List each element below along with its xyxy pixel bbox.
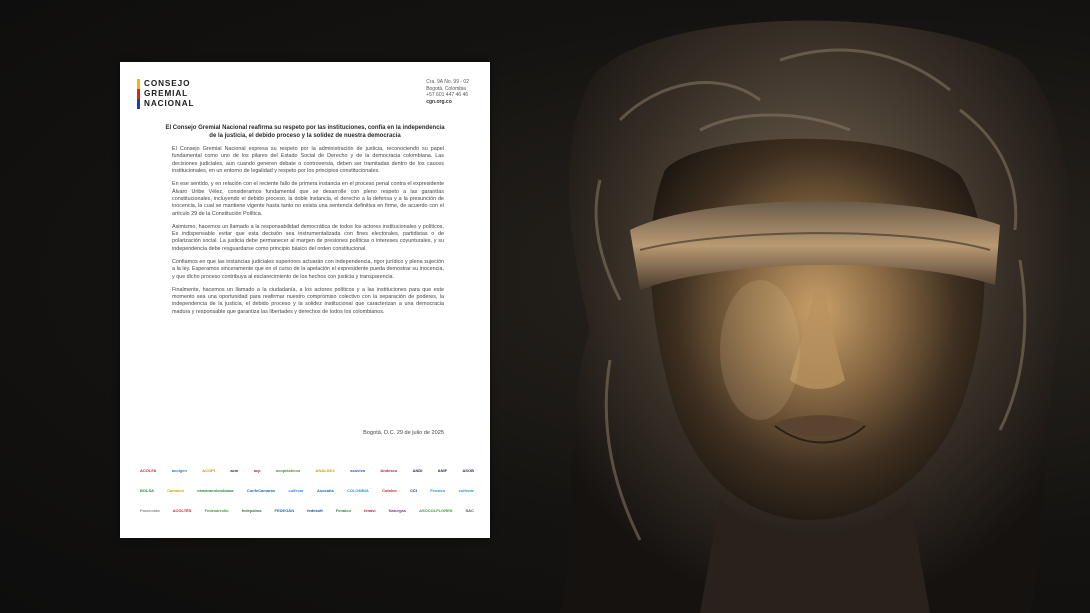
sponsor-logo: FEDEGÁN: [274, 507, 295, 513]
sponsor-logo: ACOLTÉS: [172, 507, 192, 513]
logo-line: NACIONAL: [144, 99, 195, 108]
sponsor-logo: ConfeCámaras: [246, 487, 276, 493]
sponsor-logo: ANALDEX: [315, 467, 335, 473]
address-block: [426, 79, 469, 105]
logo-line: CONSEJO: [144, 79, 191, 88]
press-release-document: [120, 62, 490, 538]
sponsor-logo: ASOB: [462, 467, 474, 473]
document-body: [172, 146, 444, 322]
logo-color-bar: [137, 79, 140, 109]
paragraph: Confiamos en que las instancias judiciales superiores actuarán con independencia, rigor jurídico y plena sujeción a la ley. Esperamos sinceramente que en el curso de la apelación el expresidente pueda demostrar su inocencia, y que dicho proceso contribuya al esclarecimiento de los hechos con justicia y transparencia.: [172, 258, 444, 280]
logo-line: GREMIAL: [144, 89, 189, 98]
sponsor-logo: acoplásticos: [275, 467, 301, 473]
sponsor-logo: ANDI: [412, 467, 423, 473]
dateline: Bogotá, D.C. 29 de julio de 2025: [363, 430, 444, 436]
sponsor-logo-row: [140, 500, 474, 520]
sponsor-logo: Andesco: [380, 467, 398, 473]
sponsor-logo: fedesoft: [307, 507, 323, 513]
sponsor-logo: Fedesarrollo: [204, 507, 229, 513]
document-title: El Consejo Gremial Nacional reafirma su respeto por las instituciones, confía en la independencia de la justicia, el debido proceso y la solidez de nuestra democracia: [165, 125, 445, 139]
sponsor-logo: COLOMBIA: [346, 487, 369, 493]
sponsor-logo: ASOCOLFLORES: [419, 507, 453, 513]
sponsor-logo: acm: [230, 467, 239, 473]
sponsor-logo-row: [140, 480, 474, 500]
sponsor-logo: Fasecolda: [140, 507, 160, 513]
cgn-logo: [137, 79, 194, 109]
sponsor-logo: Asocaña: [317, 487, 334, 493]
logo-text: [144, 79, 194, 109]
sponsor-logo: fedepalma: [241, 507, 262, 513]
sponsor-logo: Cotelco: [382, 487, 397, 493]
paragraph: Finalmente, hacemos un llamado a la ciudadanía, a los actores políticos y a las instituciones para que este momento sea una oportunidad para reafirmar nuestro compromiso colectivo con la separación de poderes, la independencia de la justicia, el debido proceso y la solidez institucional que caracterizan a una democracia madura y responsable que garantiza las libertades y derechos de todos los colombianos.: [172, 286, 444, 315]
sponsor-logo: acp: [253, 467, 261, 473]
sponsor-logo: Fenalco: [335, 507, 351, 513]
sponsor-logo: Naturgas: [388, 507, 406, 513]
sponsor-logo: acolgen: [171, 467, 187, 473]
address-line: Bogotá, Colombia: [426, 85, 466, 92]
paragraph: En ese sentido, y en relación con el reciente fallo de primera instancia en el proceso penal contra el expresidente Álvaro Uribe Vélez, consideramos fundamental que se desarrolle con pleno respeto a las garantías constitucionales, incluyendo el debido proceso, la doble instancia, el derecho a la defensa y a la presunción de inocencia, la cual se mantiene vigente hasta tanto no exista una sentencia definitiva en firme, de acuerdo con el artículo 29 de la Constitución Política.: [172, 181, 444, 217]
sponsor-logo: colfecar: [458, 487, 474, 493]
sponsor-logo: ACOLFA: [140, 467, 157, 473]
sponsor-logo: Camacol: [167, 487, 184, 493]
sponsor-logo: asoviva: [350, 467, 365, 473]
sponsor-logo: SAC: [465, 507, 474, 513]
address-line: Cra. 9A No. 99 - 02: [426, 79, 469, 85]
sponsor-logo: cámaracolombiana: [197, 487, 234, 493]
sponsor-logo: BOLSA: [140, 487, 154, 493]
sponsor-logo: Fenalco: [430, 487, 446, 493]
sponsor-logo: colfecar: [288, 487, 304, 493]
phone-line: +57 601 447 46 46: [426, 92, 469, 99]
paragraph: El Consejo Gremial Nacional expresa su respeto por la administración de justicia, reconociendo su papel fundamental como uno de los pilares del Estado Social de Derecho y de la democracia colombiana. Las decisiones judiciales, aun cuando generen debate o controversia, deben ser tramitadas dentro de los cauces institucionales, en un entorno de legalidad y respeto por los principios constitucionales.: [172, 146, 444, 175]
sponsor-logos: [140, 460, 474, 520]
sponsor-logo: ACOPI: [202, 467, 215, 473]
sponsor-logo: ANIF: [437, 467, 448, 473]
website-link[interactable]: cgn.org.co: [426, 98, 452, 105]
sponsor-logo: CCI: [410, 487, 417, 493]
sponsor-logo-row: [140, 460, 474, 480]
paragraph: Asimismo, hacemos un llamado a la responsabilidad democrática de todos los actores institucionales y políticos. Es indispensable evitar que esta decisión sea instrumentalizada con fines electorales, partidistas o de polarización social. La justicia debe permanecer al margen de presiones políticas o intereses coyunturales, y su independencia debe resguardarse como principio básico del orden constitucional.: [172, 223, 444, 252]
sponsor-logo: fenavi: [364, 507, 376, 513]
